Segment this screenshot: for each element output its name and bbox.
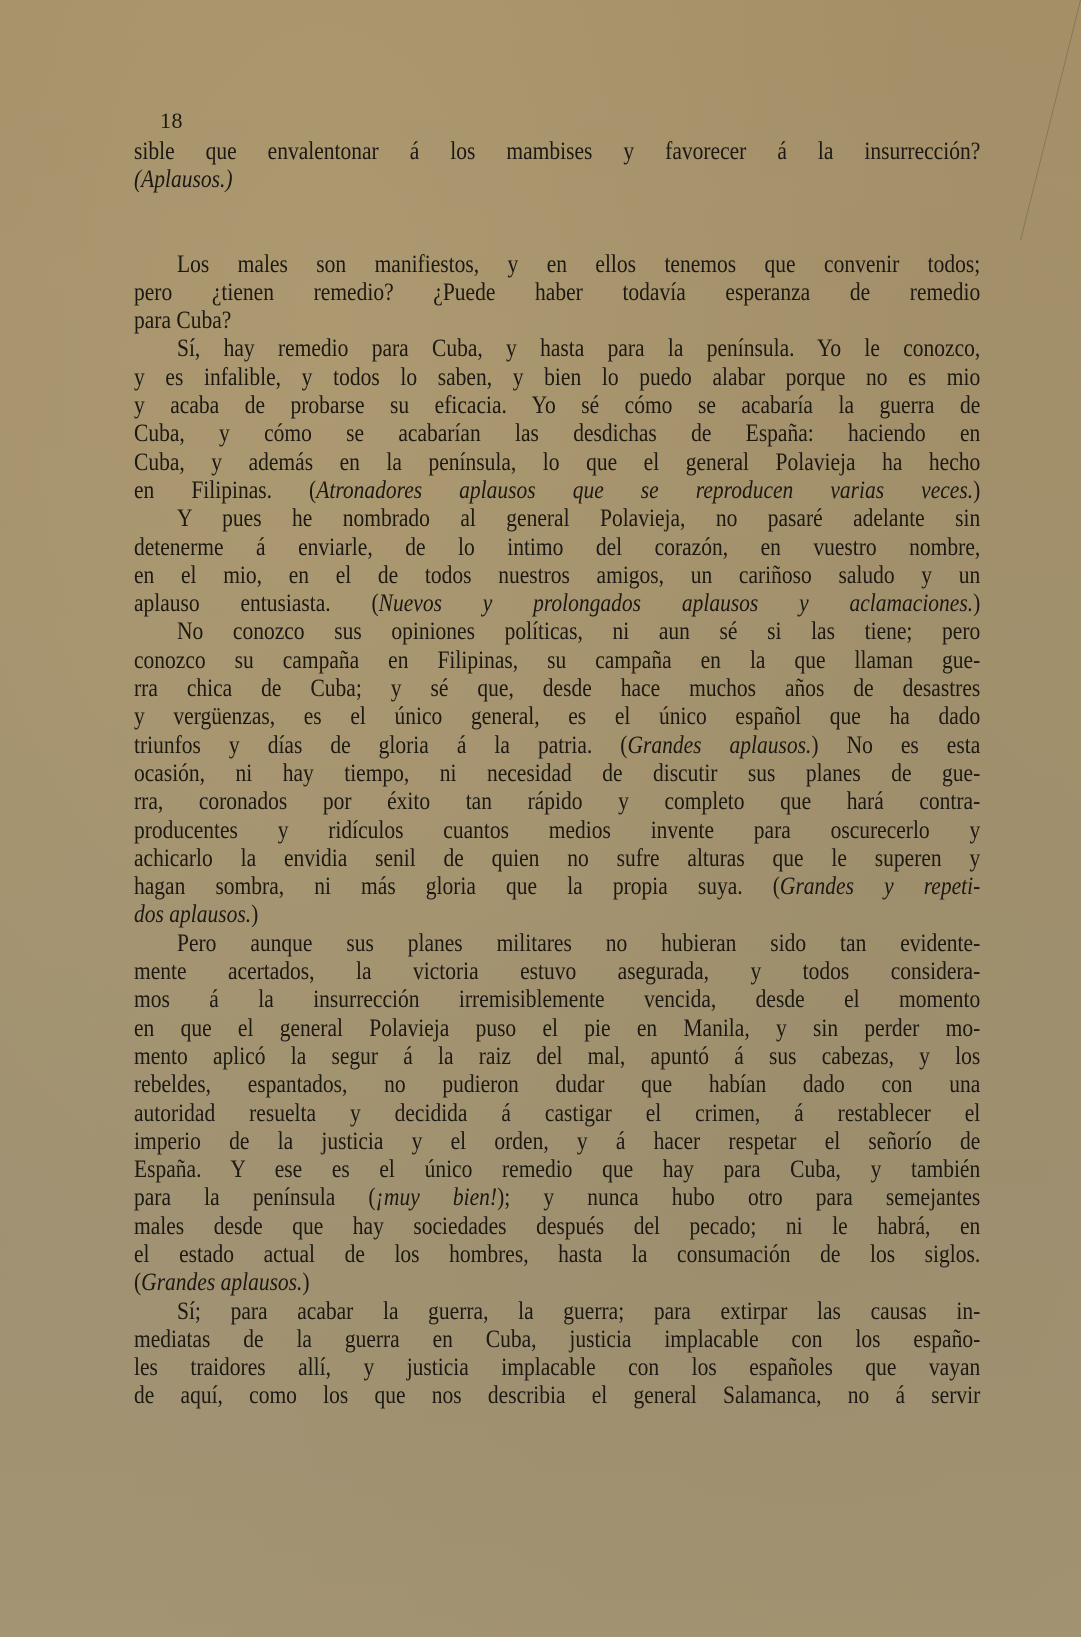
text-line <box>134 166 980 194</box>
text-run: en Filipinas. ( <box>134 476 317 504</box>
text-line: y vergüenzas, es el único general, es el único español que ha dado <box>134 703 981 731</box>
text-line: Cuba, y además en la península, lo que el general Polavieja ha hecho <box>134 448 981 476</box>
text-run: para la península ( <box>134 1184 376 1212</box>
text-line: males desde que hay sociedades después del pecado; ni le habrá, en <box>134 1212 981 1240</box>
text-line: pero ¿tienen remedio? ¿Puede haber todavía esperanza de remedio <box>134 278 981 306</box>
text-line: rra chica de Cuba; y sé que, desde hace muchos años de desastres <box>134 675 981 703</box>
text-line: No conozco sus opiniones políticas, ni aun sé si las tiene; pero <box>177 618 981 646</box>
text-line: España. Y ese es el único remedio que hay para Cuba, y también <box>134 1156 981 1184</box>
stage-direction: Nuevos y prolongados aplausos y aclamaciones. <box>378 590 974 618</box>
stage-direction: dos aplausos. <box>134 901 252 929</box>
text-line: en el mio, en el de todos nuestros amigos, un cariñoso saludo y un <box>134 561 981 589</box>
text-run: hagan sombra, ni más gloria que la propia suya. ( <box>134 873 780 901</box>
text-line: de aquí, como los que nos describia el general Salamanca, no á servir <box>134 1382 981 1410</box>
text-line <box>134 901 980 929</box>
stage-direction: Atronadores aplausos que se reproducen varias veces. <box>316 476 974 504</box>
text-run: ); y nunca hubo otro para semejantes <box>497 1184 981 1212</box>
text-line: detenerme á enviarle, de lo intimo del corazón, en vuestro nombre, <box>134 533 981 561</box>
text-line: y acaba de probarse su eficacia. Yo sé cómo se acabaría la guerra de <box>134 392 981 420</box>
text-line: les traidores allí, y justicia implacable con los españoles que vayan <box>134 1354 981 1382</box>
text-line: ocasión, ni hay tiempo, ni necesidad de discutir sus planes de gue- <box>134 759 981 787</box>
text-line: el estado actual de los hombres, hasta la consumación de los siglos. <box>134 1240 981 1268</box>
text-line: conozco su campaña en Filipinas, su campaña en la que llaman gue- <box>134 646 981 674</box>
text-line <box>134 590 980 618</box>
text-run: aplauso entusiasta. ( <box>134 590 379 618</box>
text-line: sible que envalentonar á los mambises y favorecer á la insurrección? <box>134 138 981 165</box>
body-text <box>134 138 980 1411</box>
text-line <box>134 477 980 505</box>
text-line <box>134 1269 980 1297</box>
text-line: mento aplicó la segur á la raiz del mal, apuntó á sus cabezas, y los <box>134 1042 981 1070</box>
stage-direction: Grandes aplausos. <box>627 731 812 759</box>
text-line: Sí; para acabar la guerra, la guerra; para extirpar las causas in- <box>177 1297 981 1325</box>
text-run: ) <box>302 1269 310 1297</box>
text-line: Sí, hay remedio para Cuba, y hasta para la península. Yo le conozco, <box>177 335 981 363</box>
text-line: achicarlo la envidia senil de quien no sufre alturas que le superen y <box>134 844 981 872</box>
text-line <box>134 873 980 901</box>
text-line: rra, coronados por éxito tan rápido y completo que hará contra- <box>134 788 981 816</box>
text-line: autoridad resuelta y decidida á castigar el crimen, á restablecer el <box>134 1099 981 1127</box>
text-line: mediatas de la guerra en Cuba, justicia implacable con los españo- <box>134 1325 981 1353</box>
text-run: ) <box>251 901 259 929</box>
text-run: ( <box>134 1269 142 1297</box>
text-run: ) No es esta <box>811 731 981 759</box>
page-number: 18 <box>160 108 183 133</box>
stage-direction: (Aplausos.) <box>134 166 233 194</box>
text-line: en que el general Polavieja puso el pie en Manila, y sin perder mo- <box>134 1014 981 1042</box>
paragraph-gap <box>134 195 980 251</box>
text-line: producentes y ridículos cuantos medios invente para oscurecerlo y <box>134 816 981 844</box>
text-line: y es infalible, y todos lo saben, y bien lo puedo alabar porque no es mio <box>134 363 981 391</box>
text-run: ) <box>973 590 981 618</box>
text-line: Los males son manifiestos, y en ellos tenemos que convenir todos; <box>177 250 981 278</box>
text-line: Y pues he nombrado al general Polavieja, no pasaré adelante sin <box>177 505 981 533</box>
text-line: imperio de la justicia y el orden, y á hacer respetar el señorío de <box>134 1127 981 1155</box>
stage-direction: Grandes aplausos. <box>141 1269 303 1297</box>
stage-direction: Grandes y repeti- <box>779 873 981 901</box>
text-line: mos á la insurrección irremisiblemente vencida, desde el momento <box>134 986 981 1014</box>
text-line <box>134 1184 980 1212</box>
stage-direction: ¡muy bien! <box>375 1184 498 1212</box>
text-run: triunfos y días de gloria á la patria. ( <box>134 731 628 759</box>
text-run: ) <box>973 476 981 504</box>
text-line: rebeldes, espantados, no pudieron dudar que habían dado con una <box>134 1071 981 1099</box>
text-line: mente acertados, la victoria estuvo asegurada, y todos considera- <box>134 958 981 986</box>
text-line: Cuba, y cómo se acabarían las desdichas de España: haciendo en <box>134 420 981 448</box>
text-line: Pero aunque sus planes militares no hubieran sido tan evidente- <box>177 929 981 957</box>
text-line: para Cuba? <box>134 307 232 335</box>
text-line <box>134 732 980 760</box>
